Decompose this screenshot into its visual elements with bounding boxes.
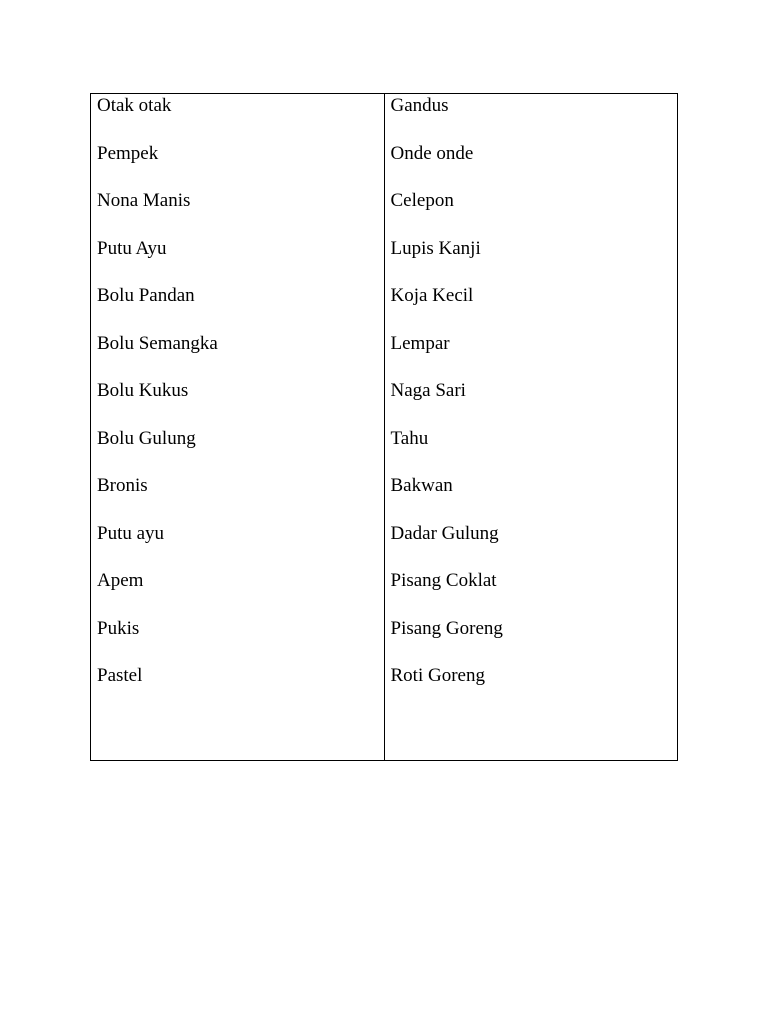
right-column (384, 94, 678, 760)
table-cell-item: Bronis (97, 475, 148, 496)
table-cell-item: Pukis (97, 617, 140, 639)
table-cell-item: Lempar (390, 332, 450, 354)
table-cell-item: Pempek (97, 142, 159, 164)
left-column-list (97, 94, 378, 688)
right-column-list (391, 94, 672, 688)
table-cell-item: Bolu Gulung (97, 427, 196, 449)
table-cell-item: Lupis Kanji (390, 237, 481, 259)
table-cell-item: Apem (97, 570, 144, 591)
table-cell-item: Bolu Pandan (97, 285, 195, 306)
table-cell-item: Roti Goreng (390, 665, 485, 686)
table-cell-item: Onde onde (390, 142, 474, 164)
food-list-table (90, 93, 678, 761)
table-cell-item: Otak otak (97, 95, 172, 116)
table-cell-item: Celepon (390, 190, 454, 211)
table-cell-item: Putu Ayu (97, 237, 167, 259)
left-column (91, 94, 384, 760)
table-cell-item: Pastel (97, 665, 143, 686)
table-cell-item: Bolu Kukus (97, 380, 189, 401)
table-cell-item: Koja Kecil (390, 285, 474, 306)
table-cell-item: Bolu Semangka (97, 332, 218, 354)
table-cell-item: Nona Manis (97, 190, 191, 211)
table-cell-item: Dadar Gulung (390, 522, 499, 544)
table-cell-item: Bakwan (390, 475, 453, 496)
table-cell-item: Pisang Coklat (390, 570, 497, 591)
table-cell-item: Naga Sari (390, 380, 466, 401)
table-cell-item: Pisang Goreng (390, 617, 503, 639)
table-cell-item: Tahu (390, 427, 429, 449)
table-cell-item: Putu ayu (97, 522, 165, 544)
table-cell-item: Gandus (390, 95, 449, 116)
